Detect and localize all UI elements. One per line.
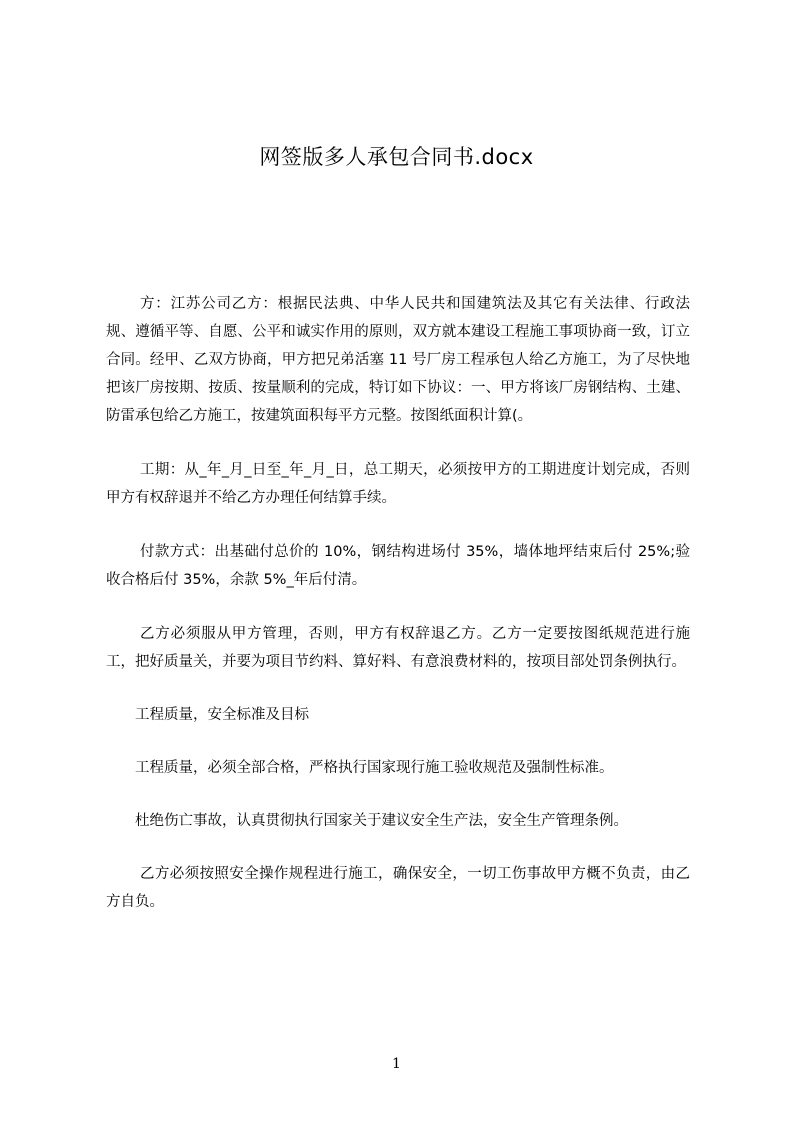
paragraph-contract-intro: 方：江苏公司乙方：根据民法典、中华人民共和国建筑法及其它有关法律、行政法规、遵循平等、自愿、公平和诚实作用的原则，双方就本建设工程施工事项协商一致，订立合同。经甲、乙双方协商，甲方把兄弟活塞 11 号厂房工程承包人给乙方施工，为了尽快地把该厂房按期、按质、按量顺利的完成，特订如下协议：一、甲方将该厂房钢结构、土建、防雷承包给乙方施工，按建筑面积每平方元整。按图纸面积计算(。 (106, 296, 690, 424)
page-number: 1 (392, 1056, 401, 1072)
paragraph-safety-policy: 杜绝伤亡事故，认真贯彻执行国家关于建议安全生产法，安全生产管理条例。 (135, 813, 628, 829)
document-title: 网签版多人承包合同书.docx (259, 145, 534, 169)
paragraph-quality-heading: 工程质量，安全标准及目标 (135, 707, 309, 723)
document-body (106, 290, 690, 916)
paragraph-quality-standard: 工程质量，必须全部合格，严格执行国家现行施工验收规范及强制性标准。 (135, 760, 614, 776)
paragraph-safety-responsibility: 乙方必须按照安全操作规程进行施工，确保安全，一切工伤事故甲方概不负责，由乙方自负。 (106, 866, 690, 910)
paragraph-schedule: 工期：从_年_月_日至_年_月_日，总工期天，必须按甲方的工期进度计划完成，否则甲方有权辞退并不给乙方办理任何结算手续。 (106, 462, 690, 506)
paragraph-management: 乙方必须服从甲方管理，否则，甲方有权辞退乙方。乙方一定要按图纸规范进行施工，把好质量关，并要为项目节约料、算好料、有意浪费材料的，按项目部处罚条例执行。 (106, 626, 690, 670)
paragraph-payment: 付款方式：出基础付总价的 10%，钢结构进场付 35%，墙体地坪结束后付 25%;验收合格后付 35%，余款 5%_年后付清。 (106, 544, 690, 588)
